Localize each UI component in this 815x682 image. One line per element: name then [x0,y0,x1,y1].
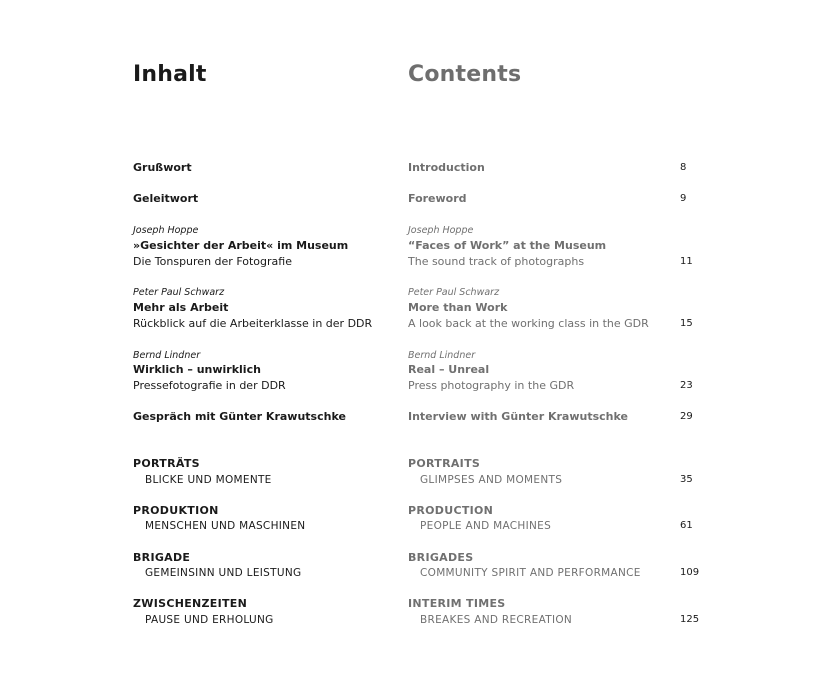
section-title-de: ZWISCHENZEITEN [133,597,248,610]
entry-title-de: Geleitwort [133,192,199,205]
page-number: 23 [680,380,693,391]
page-number: 109 [680,567,700,578]
entry-author-de: Bernd Lindner [133,350,201,361]
entry-subtitle-en: The sound track of photographs [408,255,585,268]
entry-title-de: Mehr als Arbeit [133,301,229,314]
page-number: 125 [680,614,700,625]
page-number: 35 [680,474,693,485]
section-title-en: BRIGADES [408,551,474,564]
section-title-en: INTERIM TIMES [408,597,506,610]
page-number: 9 [680,193,687,204]
section-subtitle-de: GEMEINSINN UND LEISTUNG [145,567,302,579]
entry-author-de: Joseph Hoppe [133,225,199,236]
entry-subtitle-en: A look back at the working class in the GDR [408,317,649,330]
section-title-de: BRIGADE [133,551,191,564]
entry-title-en: Real – Unreal [408,363,490,376]
entry-author-en: Joseph Hoppe [408,225,474,236]
entry-author-en: Peter Paul Schwarz [408,287,500,298]
page-number: 29 [680,411,693,422]
page-number: 8 [680,162,687,173]
entry-title-en: Introduction [408,161,485,174]
page-number: 61 [680,520,693,531]
page-number: 11 [680,256,693,267]
entry-title-en: More than Work [408,301,508,314]
section-subtitle-en: BREAKES AND RECREATION [420,614,573,626]
section-subtitle-de: BLICKE UND MOMENTE [145,474,272,486]
section-title-en: PRODUCTION [408,504,494,517]
section-subtitle-en: GLIMPSES AND MOMENTS [420,474,563,486]
entry-subtitle-de: Die Tonspuren der Fotografie [133,255,292,268]
section-title-de: PORTRÄTS [133,457,200,470]
entry-author-de: Peter Paul Schwarz [133,287,225,298]
entry-title-en: “Faces of Work” at the Museum [408,239,607,252]
section-subtitle-en: PEOPLE AND MACHINES [420,520,552,532]
entry-title-en: Interview with Günter Krawutschke [408,410,628,423]
entry-subtitle-de: Rückblick auf die Arbeiterklasse in der DDR [133,317,373,330]
section-subtitle-de: PAUSE UND ERHOLUNG [145,614,274,626]
section-title-en: PORTRAITS [408,457,481,470]
section-subtitle-en: COMMUNITY SPIRIT AND PERFORMANCE [420,567,641,579]
entry-title-de: Gespräch mit Günter Krawutschke [133,410,346,423]
entry-title-en: Foreword [408,192,467,205]
section-subtitle-de: MENSCHEN UND MASCHINEN [145,520,306,532]
heading-english: Contents [408,62,522,87]
entry-title-de: »Gesichter der Arbeit« im Museum [133,239,349,252]
entry-author-en: Bernd Lindner [408,350,476,361]
entry-title-de: Wirklich – unwirklich [133,363,261,376]
entry-title-de: Grußwort [133,161,192,174]
entry-subtitle-de: Pressefotografie in der DDR [133,379,286,392]
heading-german: Inhalt [133,62,207,87]
section-title-de: PRODUKTION [133,504,219,517]
page-number: 15 [680,318,693,329]
entry-subtitle-en: Press photography in the GDR [408,379,575,392]
